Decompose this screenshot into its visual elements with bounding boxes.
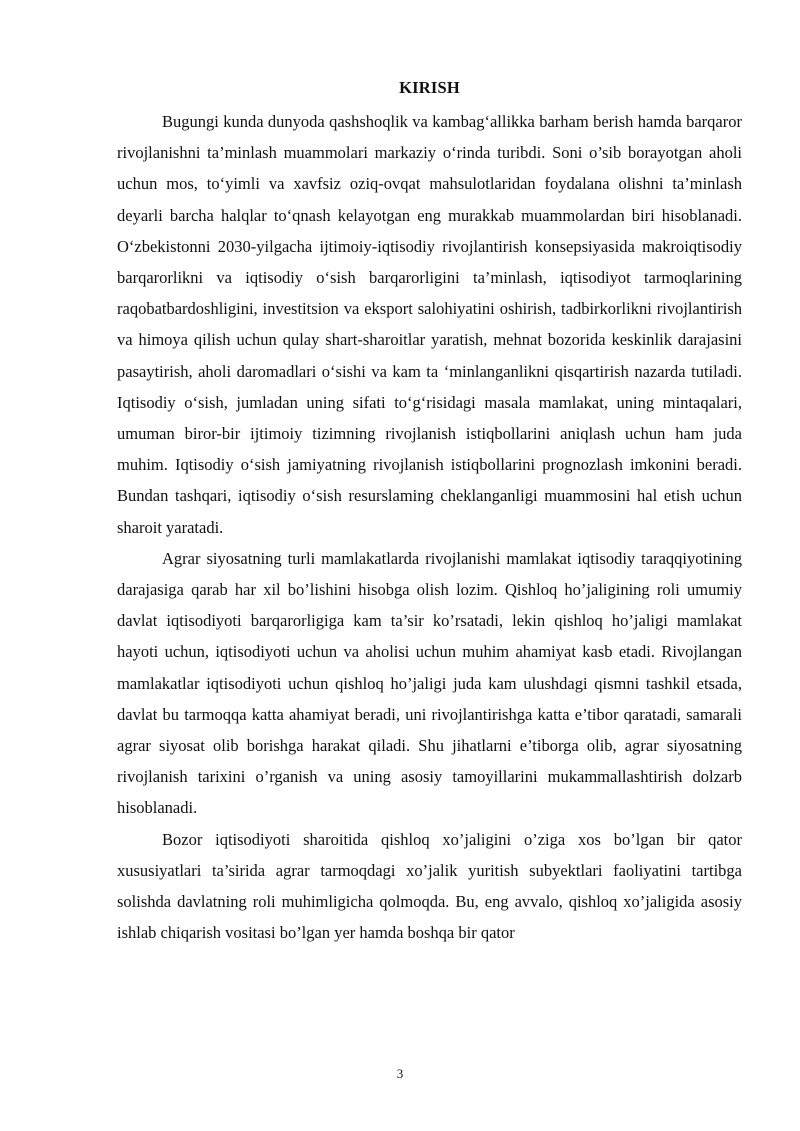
page-number: 3 [396, 1066, 404, 1081]
paragraph-market-economy: Bozor iqtisodiyoti sharoitida qishloq xo’jaligini o’ziga xos bo’lgan bir qator xususiyatlari ta’sirida agrar tarmoqdagi xo’jalik yuritish subyektlari faoliyatini tartibga solishda davlatning roli muhimligicha qolmoqda. Bu, eng avvalo, qishloq xo’jaligida asosiy ishlab chiqarish vositasi bo’lgan yer hamda boshqa bir qator [117, 829, 742, 943]
document-page [117, 76, 742, 948]
paragraph-intro: Bugungi kunda dunyoda qashshoqlik va kambag‘allikka barham berish hamda barqaror rivojlanishni ta’minlash muammolari markaziy o‘rinda turibdi. Soni o’sib borayotgan aholi uchun mos, to‘yimli va xavfsiz oziq-ovqat mahsulotlaridan foydalana olishni ta’minlash deyarli barcha halqlar to‘qnash kelayotgan eng murakkab muammolardan biri hisoblanadi. O‘zbekistonni 2030-yilgacha ijtimoiy-iqtisodiy rivojlantirish konsepsiyasida makroiqtisodiy barqarorlikni va iqtisodiy o‘sish barqarorligini ta’minlash, iqtisodiyot tarmoqlarining raqobatbardoshligini, investitsion va eksport salohiyatini oshirish, tadbirkorlikni rivojlantirish va himoya qilish uchun qulay shart-sharoitlar yaratish, mehnat bozorida keskinlik darajasini pasaytirish, aholi daromadlari o‘sishi va kam ta ‘minlanganlikni qisqartirish nazarda tutiladi. Iqtisodiy o‘sish, jumladan uning sifati to‘g‘risidagi masala mamlakat, uning mintaqalari, umuman biror-bir ijtimoiy tizimning rivojlanish istiqbollarini aniqlash uchun ham juda muhim. Iqtisodiy o‘sish jamiyatning rivojlanish istiqbollarini prognozlash imkonini beradi. Bundan tashqari, iqtisodiy o‘sish resurslaming cheklanganligi muammosini hal etish uchun sharoit yaratadi. [117, 112, 742, 537]
paragraph-agrarian-policy: Agrar siyosatning turli mamlakatlarda rivojlanishi mamlakat iqtisodiy taraqqiyotining darajasiga qarab har xil bo’lishini hisobga olish lozim. Qishloq ho’jaligining roli umumiy davlat iqtisodiyoti barqarorligiga kam ta’sir ko’rsatadi, lekin qishloq ho’jaligi mamlakat hayoti uchun, iqtisodiyoti uchun va aholisi uchun muhim ahamiyat kasb etadi. Rivojlangan mamlakatlar iqtisodiyoti uchun qishloq ho’jaligi juda kam ulushdagi qismni tashkil etsada, davlat bu tarmoqqa katta ahamiyat beradi, uni rivojlantirishga katta e’tibor qaratadi, samarali agrar siyosat olib borishga harakat qiladi. Shu jihatlarni e’tiborga olib, agrar siyosatning rivojlanish tarixini o’rganish va uning asosiy tamoyillarini mukammallashtirish dolzarb hisoblanadi. [117, 548, 742, 818]
section-heading: KIRISH [399, 78, 460, 97]
